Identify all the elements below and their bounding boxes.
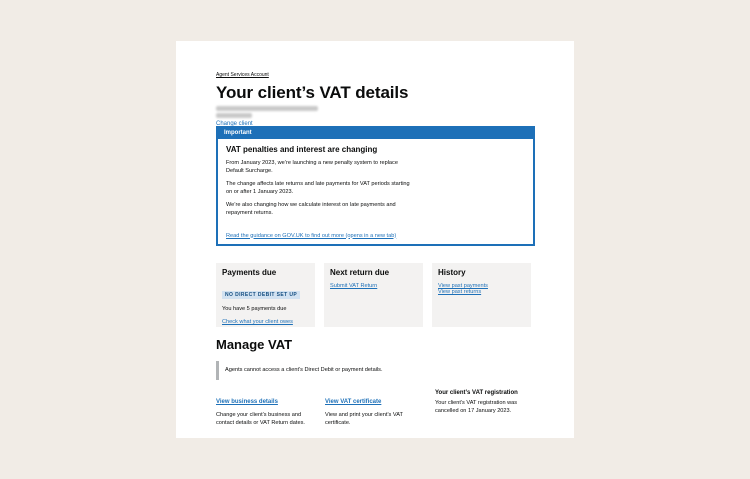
breadcrumb-link[interactable]: Agent Services Account bbox=[216, 72, 269, 78]
business-details-link[interactable]: View business details bbox=[216, 399, 278, 405]
past-returns-link[interactable]: View past returns bbox=[438, 289, 482, 295]
banner-header: Important bbox=[218, 128, 533, 139]
banner-para-3: We’re also changing how we calculate interest on late payments and repayment returns. bbox=[226, 202, 396, 216]
guidance-link[interactable]: Read the guidance on GOV.UK to find out more (opens in a new tab) bbox=[226, 232, 397, 239]
vat-certificate-link[interactable]: View VAT certificate bbox=[325, 399, 382, 405]
vat-certificate-desc: View and print your client’s VAT certificate. bbox=[325, 412, 403, 426]
check-owes-link[interactable]: Check what your client owes bbox=[222, 319, 293, 325]
vrn-redacted bbox=[216, 106, 318, 111]
vat-registration-desc: Your client’s VAT registration was cancelled on 17 January 2023. bbox=[435, 400, 518, 414]
vat-registration-title: Your client’s VAT registration bbox=[435, 390, 518, 396]
payments-due-title: Payments due bbox=[222, 268, 277, 277]
direct-debit-tag: NO DIRECT DEBIT SET UP bbox=[222, 291, 300, 299]
vat-registration-section bbox=[435, 390, 535, 415]
payments-count-text: You have 5 payments due bbox=[222, 306, 287, 312]
inset-text: Agents cannot access a client’s Direct Debit or payment details. bbox=[216, 361, 383, 380]
client-name-redacted bbox=[216, 113, 252, 118]
manage-vat-heading: Manage VAT bbox=[216, 337, 293, 352]
payments-due-card bbox=[216, 263, 315, 327]
past-payments-link[interactable]: View past payments bbox=[438, 283, 488, 289]
change-client-link[interactable]: Change client bbox=[216, 121, 253, 127]
important-banner bbox=[216, 126, 535, 246]
page-title: Your client’s VAT details bbox=[216, 83, 409, 102]
banner-title: VAT penalties and interest are changing bbox=[226, 145, 378, 154]
business-details-section bbox=[216, 390, 316, 427]
banner-para-1: From January 2023, we’re launching a new penalty system to replace Default Surcharge. bbox=[226, 160, 398, 174]
main-card bbox=[176, 41, 574, 438]
banner-body bbox=[218, 139, 533, 248]
next-return-title: Next return due bbox=[330, 268, 390, 277]
next-return-card bbox=[324, 263, 423, 327]
submit-return-link[interactable]: Submit VAT Return bbox=[330, 283, 378, 289]
banner-para-2: The change affects late returns and late payments for VAT periods starting on or after 1 January 2023. bbox=[226, 181, 410, 195]
vat-certificate-section bbox=[325, 390, 425, 427]
history-card bbox=[432, 263, 531, 327]
business-details-desc: Change your client’s business and contact details or VAT Return dates. bbox=[216, 412, 305, 426]
history-title: History bbox=[438, 268, 466, 277]
header-section bbox=[216, 63, 536, 127]
